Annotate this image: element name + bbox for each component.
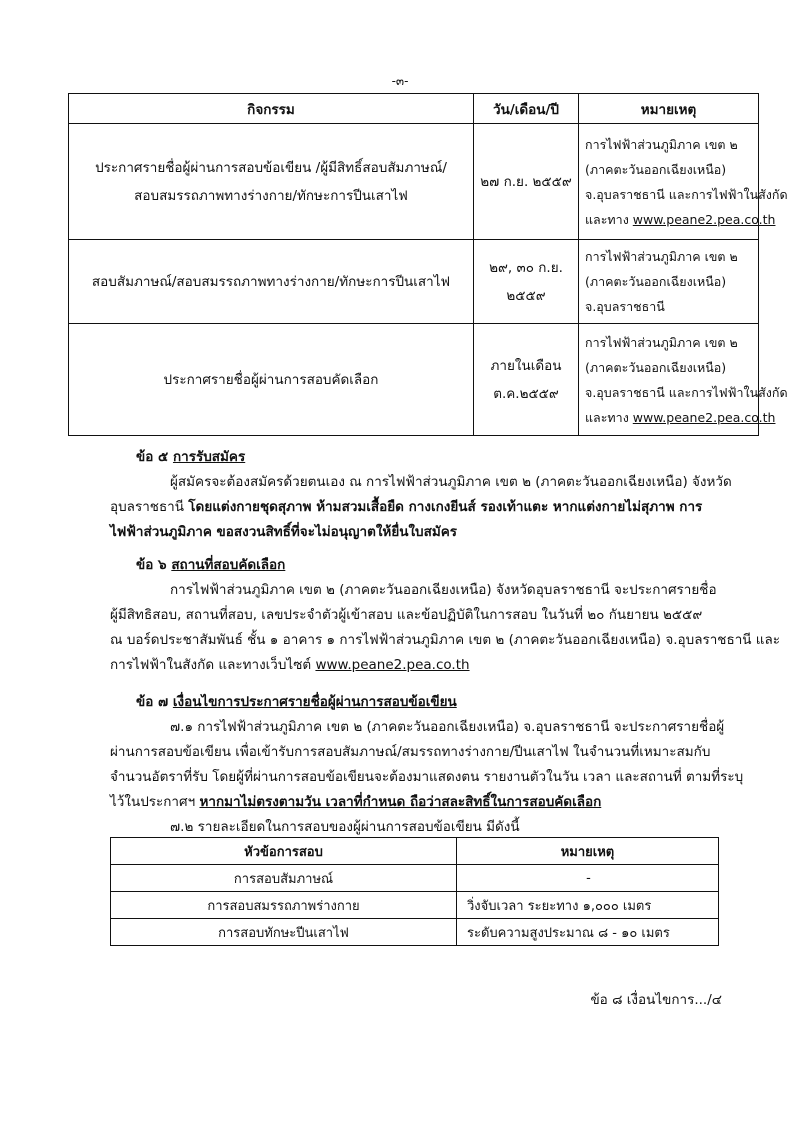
section-number: ข้อ ๖ bbox=[136, 557, 172, 573]
table-row bbox=[69, 324, 759, 436]
continuation-note: ข้อ ๘ เงื่อนไขการ.../๔ bbox=[590, 992, 722, 1008]
remark-cell: วิ่งจับเวลา ระยะทาง ๑,๐๐๐ เมตร bbox=[457, 892, 719, 919]
topic-cell: การสอบสมรรถภาพร่างกาย bbox=[111, 892, 457, 919]
header-topic: หัวข้อการสอบ bbox=[111, 838, 457, 865]
date-cell bbox=[474, 240, 579, 324]
remark-prefix: และทาง bbox=[585, 211, 633, 227]
remark-line: การไฟฟ้าส่วนภูมิภาค เขต ๒ bbox=[585, 249, 738, 264]
table-row bbox=[69, 124, 759, 240]
paragraph-line bbox=[110, 495, 720, 520]
paragraph-line: ผ่านการสอบข้อเขียน เพื่อเข้ารับการสอบสัมภาษณ์/สมรรถทางร่างกาย/ปีนเสาไฟ ในจำนวนที่เหมาะสมกับ bbox=[110, 744, 711, 760]
date-line: ๒๙, ๓๐ ก.ย. bbox=[489, 259, 563, 276]
schedule-header-row bbox=[69, 94, 759, 124]
table-row bbox=[111, 892, 719, 919]
remark-line bbox=[585, 405, 776, 430]
website-link[interactable]: www.peane2.pea.co.th bbox=[632, 211, 776, 227]
paragraph-line: จำนวนอัตราที่รับ โดยผู้ที่ผ่านการสอบข้อเขียนจะต้องมาแสดงตน รายงานตัวในวัน เวลา และสถานที่ ตามที่ระบุ bbox=[110, 769, 744, 785]
date-cell bbox=[474, 124, 579, 240]
activity-cell bbox=[69, 324, 474, 436]
section-7-heading bbox=[136, 690, 457, 712]
remark-line: (ภาคตะวันออกเฉียงเหนือ) bbox=[585, 359, 727, 375]
table-row bbox=[111, 865, 719, 892]
paragraph-line: ผู้มีสิทธิสอบ, สถานที่สอบ, เลขประจำตัวผู้เข้าสอบ และข้อปฏิบัติในการสอบ ในวันที่ ๒๐ กันยายน ๒๕๕๙ bbox=[110, 607, 703, 623]
section-5-heading bbox=[136, 445, 245, 467]
date-cell bbox=[474, 324, 579, 436]
activity-line: สอบสัมภาษณ์/สอบสมรรถภาพทางร่างกาย/ทักษะการปีนเสาไฟ bbox=[91, 273, 451, 290]
bold-underlined-text: หากมาไม่ตรงตามวัน เวลาที่กำหนด ถือว่าสละสิทธิ์ในการสอบคัดเลือก bbox=[199, 794, 602, 810]
paragraph-line: ไฟฟ้าส่วนภูมิภาค ขอสงวนสิทธิ์ที่จะไม่อนุญาตให้ยื่นใบสมัคร bbox=[110, 524, 458, 540]
website-link[interactable]: www.peane2.pea.co.th bbox=[632, 409, 776, 425]
remark-line bbox=[585, 207, 776, 232]
topic-cell: การสอบสัมภาษณ์ bbox=[111, 865, 457, 892]
section-title: เงื่อนไขการประกาศรายชื่อผู้ผ่านการสอบข้อเขียน bbox=[172, 694, 457, 710]
header-remark: หมายเหตุ bbox=[457, 838, 719, 865]
section-title: การรับสมัคร bbox=[172, 449, 246, 465]
section-number: ข้อ ๕ bbox=[136, 449, 173, 465]
activity-line: สอบสมรรถภาพทางร่างกาย/ทักษะการปีนเสาไฟ bbox=[134, 187, 408, 204]
bold-text: โดยแต่งกายชุดสุภาพ ห้ามสวมเสื้อยืด กางเกงยีนส์ รองเท้าแตะ หากแต่งกายไม่สุภาพ การ bbox=[188, 499, 703, 515]
table-row bbox=[111, 919, 719, 946]
header-remark: หมายเหตุ bbox=[579, 94, 759, 124]
remark-line: จ.อุบลราชธานี และการไฟฟ้าในสังกัด bbox=[585, 384, 788, 400]
remark-prefix: และทาง bbox=[585, 409, 633, 425]
paragraph-line: ผู้สมัครจะต้องสมัครด้วยตนเอง ณ การไฟฟ้าส่วนภูมิภาค เขต ๒ (ภาคตะวันออกเฉียงเหนือ) จังหวัด bbox=[170, 474, 732, 490]
activity-line: ประกาศรายชื่อผู้ผ่านการสอบข้อเขียน /ผู้มีสิทธิ์สอบสัมภาษณ์/ bbox=[95, 159, 447, 176]
paragraph-line: การไฟฟ้าส่วนภูมิภาค เขต ๒ (ภาคตะวันออกเฉียงเหนือ) จังหวัดอุบลราชธานี จะประกาศรายชื่อ bbox=[170, 582, 717, 598]
remark-line: จ.อุบลราชธานี bbox=[585, 299, 665, 314]
remark-cell: - bbox=[457, 865, 719, 892]
remark-line: (ภาคตะวันออกเฉียงเหนือ) bbox=[585, 161, 727, 177]
date-line: ภายในเดือน bbox=[490, 357, 562, 374]
activity-line: ประกาศรายชื่อผู้ผ่านการสอบคัดเลือก bbox=[163, 371, 379, 388]
date-line: ต.ค.๒๕๕๙ bbox=[493, 385, 559, 402]
text-span: การไฟฟ้าในสังกัด และทางเว็บไซต์ bbox=[110, 657, 316, 673]
section-6-heading bbox=[136, 553, 285, 575]
topic-cell: การสอบทักษะปีนเสาไฟ bbox=[111, 919, 457, 946]
date-line: ๒๕๕๙ bbox=[506, 287, 546, 304]
text-span: ไว้ในประกาศฯ bbox=[110, 794, 200, 810]
section-number: ข้อ ๗ bbox=[136, 694, 173, 710]
header-activity: กิจกรรม bbox=[69, 94, 474, 124]
page-number: -๓- bbox=[391, 74, 409, 88]
remark-line: การไฟฟ้าส่วนภูมิภาค เขต ๒ bbox=[585, 334, 738, 350]
section-5-body bbox=[110, 470, 732, 545]
paragraph-line bbox=[110, 653, 720, 678]
paragraph-line: ณ บอร์ดประชาสัมพันธ์ ชั้น ๑ อาคาร ๑ การไฟฟ้าส่วนภูมิภาค เขต ๒ (ภาคตะวันออกเฉียงเหนือ) จ.อุบลราชธานี และ bbox=[110, 632, 781, 648]
remark-cell bbox=[579, 324, 788, 436]
date-line: ๒๗ ก.ย. ๒๕๕๙ bbox=[480, 173, 572, 190]
paragraph-line: ๗.๑ การไฟฟ้าส่วนภูมิภาค เขต ๒ (ภาคตะวันออกเฉียงเหนือ) จ.อุบลราชธานี จะประกาศรายชื่อผู้ bbox=[170, 719, 725, 735]
exam-header-row bbox=[111, 838, 719, 865]
schedule-table bbox=[68, 93, 788, 436]
paragraph-line: ๗.๒ รายละเอียดในการสอบของผู้ผ่านการสอบข้อเขียน มีดังนี้ bbox=[170, 819, 520, 835]
remark-line: จ.อุบลราชธานี และการไฟฟ้าในสังกัด bbox=[585, 186, 788, 202]
website-link[interactable]: www.peane2.pea.co.th bbox=[315, 657, 470, 673]
remark-cell bbox=[579, 240, 759, 324]
activity-cell bbox=[69, 240, 474, 324]
remark-cell: ระดับความสูงประมาณ ๘ - ๑๐ เมตร bbox=[457, 919, 719, 946]
remark-cell bbox=[579, 124, 788, 240]
remark-line: การไฟฟ้าส่วนภูมิภาค เขต ๒ bbox=[585, 136, 738, 152]
text-span: อุบลราชธานี bbox=[110, 499, 189, 515]
section-7-body bbox=[110, 715, 744, 840]
section-title: สถานที่สอบคัดเลือก bbox=[171, 557, 286, 573]
exam-table bbox=[110, 837, 719, 946]
paragraph-line bbox=[110, 790, 720, 815]
table-row bbox=[69, 240, 759, 324]
remark-line: (ภาคตะวันออกเฉียงเหนือ) bbox=[585, 274, 727, 289]
header-date: วัน/เดือน/ปี bbox=[474, 94, 579, 124]
section-6-body bbox=[110, 578, 781, 678]
activity-cell bbox=[69, 124, 474, 240]
